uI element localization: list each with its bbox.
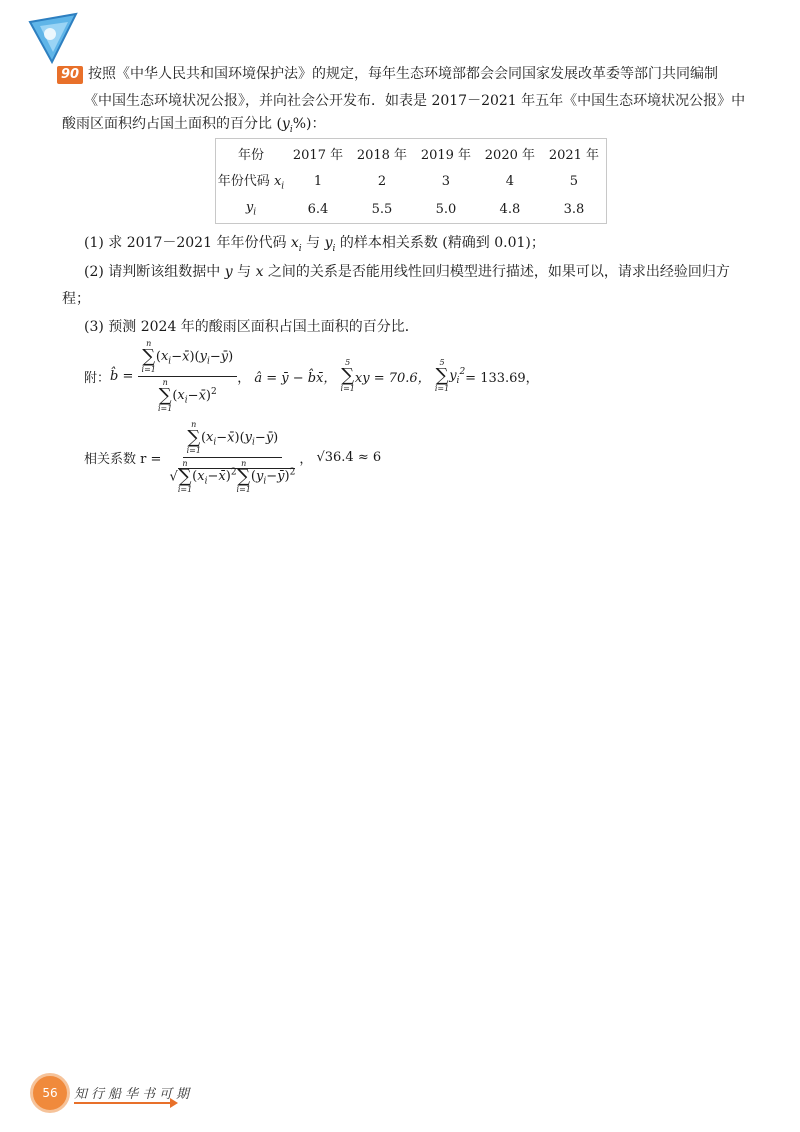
table-cell: 2020 年 xyxy=(484,147,535,163)
row-label-year: 年份 xyxy=(237,147,264,163)
b-hat-fraction: n ∑ i=1 $(x_i-x̄)(y_i-ȳ)$ n ∑ i=1 $(x_i-x̄)^2$ xyxy=(138,340,238,413)
question-number-badge: 90 xyxy=(57,66,83,84)
acid-rain-table xyxy=(215,138,607,224)
table-cell: 4.8 xyxy=(499,201,521,217)
appendix-formulas: 附： b̂ = n ∑ i=1 $(x_i-x̄)(y_i-ȳ)$ n ∑ i=1 $(x_i-x̄)^2$ ， â = ȳ − b̂x̄， 5 ∑ i=1 xy = 70.6， 5 ∑ i=1 $y_i^2$ = 133.69， xyxy=(84,338,539,413)
table-cell: 3.8 xyxy=(563,201,585,217)
table-cell: 2018 年 xyxy=(356,147,408,163)
table-row xyxy=(216,195,607,224)
question-2-line-1: (2) 请判断该组数据中 y 与 x 之间的关系是否能用线性回归模型进行描述，如果可以，请求出经验回归方 xyxy=(84,264,730,280)
table-row xyxy=(216,167,607,195)
table-cell: 4 xyxy=(505,173,515,189)
a-hat-formula: â = ȳ − b̂x̄， xyxy=(254,370,337,386)
question-2-line-2: 程； xyxy=(62,291,90,307)
intro-line-3: 酸雨区面积约占国土面积的百分比 $(y_i\%)$： xyxy=(62,116,326,135)
page-number: 56 xyxy=(30,1073,70,1113)
question-1: (1) 求 2017－2021 年年份代码 $x_i$ 与 $y_i$ 的样本相关系数 (精确到 0.01)； xyxy=(84,235,545,254)
r-label: 相关系数 r = xyxy=(84,451,162,467)
footer-slogan: 知行船华书可期 xyxy=(74,1087,194,1102)
table-cell: 5 xyxy=(569,173,579,189)
intro-line-1: 按照《中华人民共和国环境保护法》的规定，每年生态环境部都会会同国家发展改革委等部门共同编制 xyxy=(88,66,718,82)
row-label-code: 年份代码 $x_i$ xyxy=(217,174,285,192)
table-cell: 2 xyxy=(377,173,387,189)
question-3: (3) 预测 2024 年的酸雨区面积占国土面积的百分比． xyxy=(84,319,419,335)
correlation-formula: 相关系数 r = n ∑ i=1 $(x_i-x̄)(y_i-ȳ)$ √ n ∑ i=1 $(x_i-x̄)^2$ n ∑ i=1 $(y_i-ȳ)^2$ ， √36.4 ≈ 6 xyxy=(84,419,382,494)
table-cell: 1 xyxy=(313,173,323,189)
row-label-y: $y_i$ xyxy=(245,200,257,218)
table-cell: 6.4 xyxy=(307,201,329,217)
table-cell: 2019 年 xyxy=(420,147,472,163)
r-fraction: n ∑ i=1 $(x_i-x̄)(y_i-ȳ)$ √ n ∑ i=1 $(x_i-x̄)^2$ n ∑ i=1 $(y_i-ȳ)^2$ xyxy=(169,419,296,494)
publisher-logo xyxy=(22,8,80,66)
table-cell: 3 xyxy=(441,173,451,189)
table-row xyxy=(216,139,607,168)
table-cell: 5.0 xyxy=(435,201,457,217)
sum-xy: xy = 70.6， xyxy=(354,370,431,386)
table-cell: 2017 年 xyxy=(292,147,344,163)
sum-y2: = 133.69， xyxy=(465,370,539,386)
intro-line-2: 《中国生态环境状况公报》，并向社会公开发布．如表是 2017－2021 年五年《中国生态环境状况公报》中 xyxy=(84,93,746,109)
appendix-label: 附： xyxy=(84,370,111,386)
footer-arrow-icon xyxy=(170,1098,178,1108)
table-cell: 5.5 xyxy=(371,201,393,217)
sqrt-approx: √36.4 ≈ 6 xyxy=(316,449,382,465)
table-cell: 2021 年 xyxy=(548,147,600,163)
footer-underline xyxy=(74,1102,174,1104)
